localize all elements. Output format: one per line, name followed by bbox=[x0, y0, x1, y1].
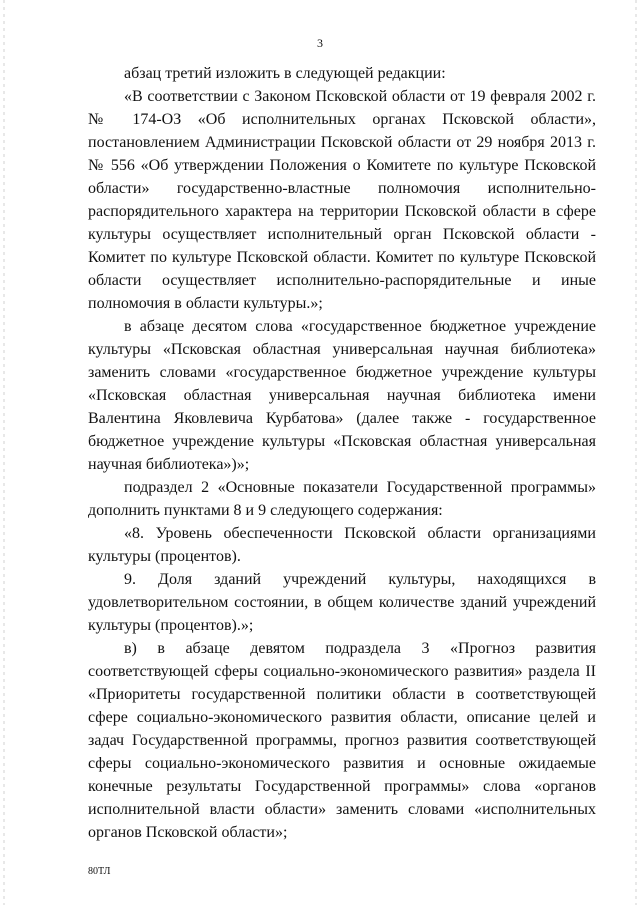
paragraph-subsection-2: подраздел 2 «Основные показатели Государственной программы» дополнить пунктами 8 и 9 следующего содержания: bbox=[88, 479, 596, 519]
footer-code: 80ТЛ bbox=[88, 866, 111, 877]
paragraph-item-v: в) в абзаце девятом подраздела 3 «Прогноз развития соответствующей сферы социально-экономического развития» раздела II «Приоритеты государственной политики области в соответствующей сфере социально-экономического развития области, описание целей и задач Государственной программы, прогноз развития соответствующей сферы социально-экономического развития и основные ожидаемые конечные результаты Государственной программы» слова «органов исполнительной власти области» заменить словами «исполнительных органов Псковской области»; bbox=[88, 640, 596, 841]
paragraph-item-9: 9. Доля зданий учреждений культуры, находящихся в удовлетворительном состоянии, в общем количестве зданий учреждений культуры (процентов).»; bbox=[88, 571, 596, 634]
paragraph-item-8: «8. Уровень обеспеченности Псковской области организациями культуры (процентов). bbox=[88, 525, 596, 565]
document-body bbox=[88, 62, 596, 844]
page-number: 3 bbox=[317, 36, 323, 50]
scan-edge-left bbox=[3, 0, 5, 905]
paragraph-tenth-abzac: в абзаце десятом слова «государственное бюджетное учреждение культуры «Псковская областная универсальная научная библиотека» заменить словами «государственное бюджетное учреждение культуры «Псковская областная универсальная научная библиотека имени Валентина Яковлевича Курбатова» (далее также - государственное бюджетное учреждение культуры «Псковская областная универсальная научная библиотека»)»; bbox=[88, 318, 596, 473]
paragraph-intro: абзац третий изложить в следующей редакции: bbox=[124, 65, 446, 82]
scan-edge-right bbox=[635, 0, 637, 905]
paragraph-quoted-text: «В соответствии с Законом Псковской области от 19 февраля 2002 г. № 174-ОЗ «Об исполнительных органах Псковской области», постановлением Администрации Псковской области от 29 ноября 2013 г. № 556 «Об утверждении Положения о Комитете по культуре Псковской области» государственно-властные полномочия исполнительно-распорядительного характера на территории Псковской области в сфере культуры осуществляет исполнительный орган Псковской области - Комитет по культуре Псковской области. Комитет по культуре Псковской области осуществляет исполнительно-распорядительные и иные полномочия в области культуры.»; bbox=[88, 88, 596, 312]
